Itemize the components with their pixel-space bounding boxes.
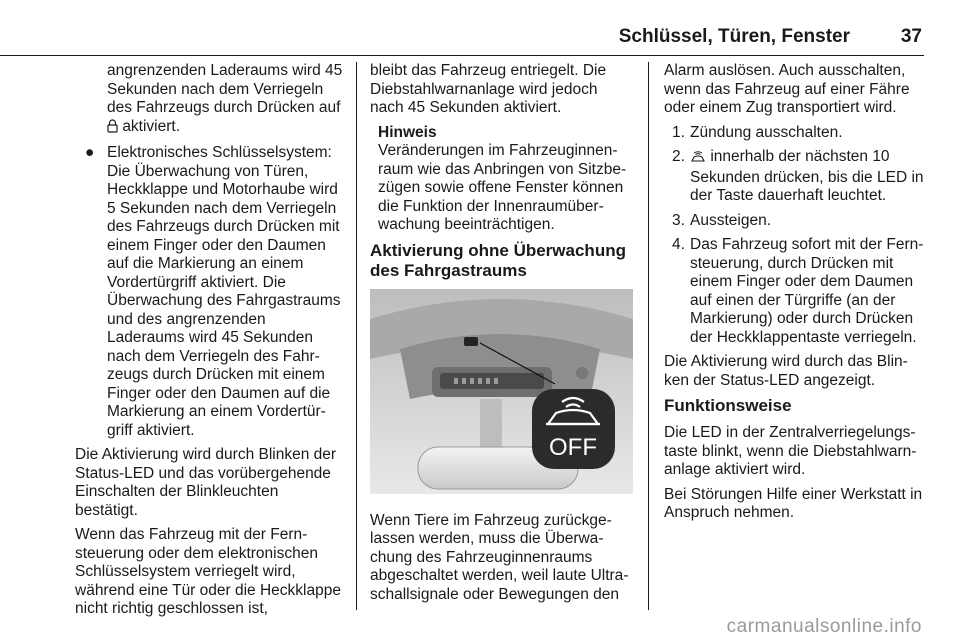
section-heading-function: Funktionsweise [664, 396, 792, 415]
header-divider [0, 55, 924, 56]
step-4: 4. Das Fahrzeug sofort mit der Fernsteuerung, durch Drücken mit einem Finger oder dem Daumen auf einen der Türgriffe (an der Markierung) oder durch Drücken der Heckklappentaste verriegeln. [672, 236, 924, 346]
page-number: 37 [900, 26, 922, 47]
column-3 [664, 62, 926, 529]
note-text: Veränderungen im Fahrzeuginnenraum wie das Anbringen von Sitzbezügen sowie offene Fenster können die Funktion der Innenraumüberwachung beeinträchtigen. [378, 142, 627, 233]
steps-list [664, 124, 926, 348]
column-2 [370, 62, 633, 610]
led-blink-paragraph: Die LED in der Zentralverriegelungstaste blinkt, wenn die Diebstahlwarnanlage aktiviert wird. [664, 424, 917, 478]
remains-unlocked-paragraph: bleibt das Fahrzeug entriegelt. Die Diebstahlwarnanlage wird jedoch nach 45 Sekunden aktiviert. [370, 62, 607, 116]
alarm-paragraph: Alarm auslösen. Auch ausschalten, wenn das Fahrzeug auf einer Fähre oder einem Zug transportiert wird. [664, 62, 910, 116]
lock-icon [107, 119, 118, 139]
note-box [370, 124, 633, 235]
step-1: 1. Zündung ausschalten. [672, 123, 843, 141]
column-divider-2 [648, 62, 649, 610]
workshop-paragraph: Bei Störungen Hilfe einer Werkstatt in Anspruch nehmen. [664, 485, 923, 521]
page-title: Schlüssel, Türen, Fenster [618, 26, 850, 47]
overhead-console-figure [370, 289, 633, 494]
step-3: 3. Aussteigen. [672, 211, 771, 229]
off-button-label: OFF [549, 433, 597, 461]
unlocked-paragraph: Wenn das Fahrzeug mit der Fernsteuerung oder dem elektronischen Schlüsselsystem verriegelt wird, während eine Tür oder die Heckklappe nicht richtig geschlossen ist, [75, 526, 341, 617]
intro-text-end: aktiviert. [122, 117, 181, 135]
section-heading-activation: Aktivierung ohne Überwachung des Fahrgastraums [370, 240, 626, 280]
watermark: carmanualsonline.info [726, 616, 922, 637]
confirmation-paragraph: Die Aktivierung wird durch Blinken der Status-LED und das vorübergehende Einschalten der Blinkleuchten bestätigt. [75, 446, 337, 519]
column-1 [75, 62, 343, 625]
intro-text: angrenzenden Laderaums wird 45 Sekunden nach dem Verriegeln des Fahrzeugs durch Drücken auf [107, 62, 343, 116]
step-2: 2. innerhalb der nächsten 10 Sekunden drücken, bis die LED in der Taste dauerhaft leuchtet. [672, 148, 924, 204]
bullet-dot: ● [85, 144, 95, 161]
bullet-item [75, 144, 343, 440]
status-led-paragraph: Die Aktivierung wird durch das Blinken der Status-LED angezeigt. [664, 353, 908, 389]
animals-paragraph: Wenn Tiere im Fahrzeug zurückgelassen werden, muss die Überwachung des Fahrzeuginnenraums abgeschaltet werden, weil laute Ultraschallsignale oder Bewegungen den [370, 511, 629, 603]
note-title: Hinweis [378, 123, 437, 141]
car-sensor-icon [690, 150, 706, 169]
column-divider [356, 62, 357, 610]
page-header [0, 0, 960, 56]
bullet-text: Elektronisches Schlüsselsystem: Die Überwachung von Türen, Heckklappe und Motorhaube wird 5 Sekunden nach dem Verriegeln des Fahrzeugs durch Drücken mit einem Finger oder den Daumen auf die Markierung an einem Vordertürgriff aktiviert. Die Überwachung des Fahrgastraums und des angrenzenden Laderaums wird 45 Sekunden nach dem Verriegeln des Fahrzeugs durch Drücken mit einem Finger oder den Daumen auf die Markierung an einem Vordertürgriff aktiviert. [107, 144, 341, 439]
intro-paragraph [75, 62, 343, 138]
